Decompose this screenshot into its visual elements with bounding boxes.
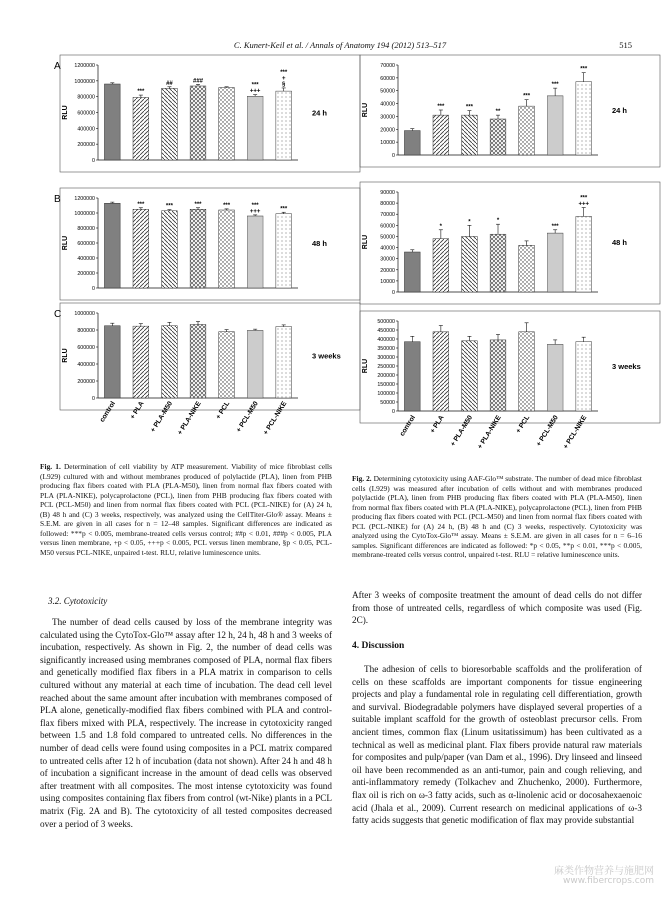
section-3-2-continued [352,589,642,627]
y-tick-label: 200000 [77,271,95,277]
x-category-label: control [98,400,117,424]
figure-2-chart [340,55,640,465]
bar [162,326,178,398]
bar [404,131,420,155]
significance-mark: *** [523,93,531,100]
y-tick-label: 1000000 [74,211,95,217]
y-tick-label: 50000 [380,234,395,241]
significance-mark: *** [280,206,288,213]
bar [519,332,535,411]
significance-mark: +++ [249,208,261,215]
x-category-label: + PCL [215,400,232,421]
bar [490,340,506,411]
bar [247,330,263,398]
y-tick-label: 70000 [380,212,395,219]
significance-mark: *** [137,89,145,96]
x-category-label: + PCL-M50 [535,414,560,448]
y-tick-label: 800000 [77,328,95,334]
section-3-2-paragraph-1: The number of dead cells caused by loss of the membrane integrity was calculated using the CytoTox-Glo™ assay after 12 h, 24 h, 48 h and 3 weeks of incubation, respectively. As shown in Fig. 2, the number of dead cells was significantly increased using membranes composed of PLA, normal flax fibers and genetically modified flax fibers in a PLA matrix in comparison to cells cultured without any material at each time of incubation. The dead cell level reached about the same amount after incubation with membranes composed of PLA alone, genetically-modified flax fibers combined with PLA and control-flax fibers mixed with PLA, respectively. The increase in cytotoxicity ranged between 1.5 and 1.8 fold compared to untreated cells. No differences in the number of dead cells were found using composites in a PCL matrix compared to untreated cells after 12 h of incubation (data not shown). After 24 h and 48 h of incubation a significant increase in the amount of dead cells was observed after treatment with all composites. The most intense cytotoxicity was found using composites containing flax fibers from control (wt-Nike) plants in a PCL matrix (Fig. 2A and B). The cytotoxicity of all tested composites decreased over a period of 3 weeks. [40,617,332,829]
bar [247,96,263,160]
y-tick-label: 30000 [380,114,395,121]
x-category-label: + PCL-NIKE [262,400,289,437]
y-tick-label: 400000 [77,126,95,133]
y-tick-label: 300000 [377,355,395,361]
time-label: 3 weeks [312,351,341,361]
watermark-line-2: www.fibercrops.com [563,876,654,886]
significance-mark: * [439,223,443,230]
x-category-label: + PLA-NIKE [176,400,203,437]
section-4-heading: 4. Discussion [352,641,405,651]
section-3-2-paragraph-2: After 3 weeks of composite treatment the amount of dead cells do not differ from those of untreated cells, regardless of which composite was used (Fig. 2C). [352,590,642,626]
significance-mark: *** [194,201,202,208]
significance-mark: ## [166,80,173,87]
time-label: 48 h [612,238,628,247]
significance-mark: *** [437,104,445,110]
bar [404,252,420,292]
significance-mark: *** [251,82,259,89]
significance-mark: ### [192,78,204,85]
bar [219,332,235,398]
bar [547,96,563,155]
y-axis-label: RLU [362,234,369,250]
bar [547,344,563,411]
figure-1-panel-2 [54,303,360,410]
figure-2-panel-0 [360,55,660,167]
y-tick-label: 40000 [380,101,395,108]
bar [162,211,178,288]
bar [190,324,206,398]
y-tick-label: 200000 [377,373,395,379]
watermark-line-1: 麻类作物营养与施肥网 [554,866,654,877]
significance-mark: *** [280,69,288,76]
x-category-label: + PLA-NIKE [476,414,503,451]
y-tick-label: 1200000 [74,196,95,202]
significance-mark: *** [251,202,259,209]
time-label: 24 h [612,106,628,115]
bar [547,233,563,292]
bar [219,210,235,288]
significance-mark: ** [495,109,501,116]
y-tick-label: 0 [392,290,395,296]
bar [576,216,592,292]
y-tick-label: 1000000 [74,78,95,85]
y-tick-label: 200000 [77,142,95,149]
y-tick-label: 1200000 [74,63,95,69]
y-tick-label: 40000 [380,245,395,252]
significance-mark: + [281,75,286,82]
bar [276,327,292,398]
y-axis-label: RLU [62,348,69,363]
bar [247,216,263,288]
x-category-label: control [398,414,417,438]
panel-label: B [54,194,61,205]
bar [433,332,449,411]
bar [190,209,206,288]
significance-mark: * [496,218,500,225]
x-category-label: + PCL-M50 [235,400,260,434]
figure-2 [340,55,640,465]
significance-mark: +++ [249,88,261,95]
bar [104,84,120,160]
bar [133,326,149,398]
y-tick-label: 800000 [77,94,95,101]
figure-1-chart [40,55,341,455]
x-category-label: + PLA-M50 [449,414,475,448]
y-axis-label: RLU [62,105,69,120]
bar [433,239,449,292]
y-tick-label: 150000 [377,382,395,388]
section-3-2-body [40,616,332,830]
y-tick-label: 600000 [77,345,95,351]
significance-mark: *** [580,66,588,73]
significance-mark: § [282,81,286,88]
y-tick-label: 90000 [380,190,395,196]
bar [490,234,506,292]
figure-2-panel-2 [360,311,660,423]
significance-mark: *** [223,202,231,209]
time-label: 48 h [312,239,328,248]
y-tick-label: 20000 [380,267,395,274]
y-tick-label: 500000 [377,319,395,325]
y-tick-label: 0 [92,286,95,292]
bar [576,342,592,411]
figure-2-panel-1 [360,182,660,304]
bar [404,342,420,411]
y-axis-label: RLU [362,358,369,374]
significance-mark: * [468,219,471,226]
section-3-2-heading: 3.2. Cytotoxicity [48,596,108,606]
bar [462,341,478,411]
time-label: 24 h [312,108,328,118]
x-category-label: + PCL [515,414,532,435]
bar [462,115,478,155]
figure-1-caption-text: Determination of cell viability by ATP measurement. Viability of mice fibroblast cells (L929) cultured with and without membranes produced of polylactide (PLA), linen from PHB producing flax fibers coated with PLA (PLA-M50), linen from normal flax fibers coated with PLA (PLA-NIKE), polycaprolactone (PCL), linen from PHB producing flax fibers coated with PCL (PCL-M50) and linen from normal flax fibers coated with PCL (PCL-NIKE) for (A) 24 h, (B) 48 h and (C) 3 weeks, respectively, was analyzed using the CellTiter-Glo® assay. Means ± S.E.M. are given in all cases for n = 12–48 samples. Significant differences are indicated as followed: ***p < 0.005, membrane-treated cells versus control; ##p < 0.01, ###p < 0.005, PLA versus linen membrane, +p < 0.05, +++p < 0.005, PCL versus linen membrane, §p < 0.05, PCL-M50 versus PCL-NIKE, unpaired t-test. RLU, relative luminescence units. [40,462,332,557]
y-tick-label: 800000 [77,226,95,232]
running-header: C. Kunert-Keil et al. / Annals of Anatomy 194 (2012) 513–517 [233,40,447,50]
y-tick-label: 600000 [77,241,95,247]
y-axis-label: RLU [362,102,369,118]
x-category-label: + PLA [429,414,446,435]
y-axis-label: RLU [62,235,69,251]
figure-1-caption [40,462,332,557]
time-label: 3 weeks [612,362,641,371]
y-tick-label: 60000 [380,223,395,230]
significance-mark: +++ [578,201,589,208]
bar [576,82,592,155]
significance-mark: *** [465,104,473,111]
significance-mark: *** [580,195,588,202]
y-tick-label: 250000 [377,364,395,370]
y-tick-label: 20000 [380,127,395,134]
y-tick-label: 400000 [77,256,95,262]
y-tick-label: 70000 [380,63,395,69]
bar [490,119,506,155]
y-tick-label: 10000 [380,278,395,285]
figure-1-panel-0 [54,55,360,172]
figure-1-caption-label: Fig. 1. [40,462,61,471]
x-category-label: + PCL-NIKE [562,414,589,451]
y-tick-label: 0 [92,158,95,164]
y-tick-label: 80000 [380,201,395,208]
y-tick-label: 50000 [380,400,395,406]
bar [104,326,120,398]
y-tick-label: 0 [392,153,395,159]
figure-2-caption-label: Fig. 2. [352,474,372,483]
y-tick-label: 50000 [380,88,395,95]
y-tick-label: 350000 [377,346,395,352]
y-tick-label: 30000 [380,256,395,263]
panel-label: C [54,309,62,320]
figure-1 [40,55,341,455]
bar [519,245,535,292]
bar [433,115,449,155]
y-tick-label: 1000000 [74,311,95,317]
page-number: 515 [619,40,632,50]
y-tick-label: 600000 [77,110,95,117]
y-tick-label: 400000 [77,362,95,368]
bar [104,203,120,288]
figure-2-caption [352,474,642,560]
significance-mark: *** [137,201,145,208]
significance-mark: *** [551,82,559,89]
y-tick-label: 10000 [380,140,395,147]
y-tick-label: 60000 [380,75,395,82]
y-tick-label: 400000 [377,337,395,343]
y-tick-label: 0 [392,409,395,415]
figure-2-caption-text: Determining cytotoxicity using AAF-Glo™ substrate. The number of dead mice fibroblast cells (L929) was measured after incubation of cells without and with membranes produced polylactide (PLA), linen from PHB producing flax fibers coated with PLA (PLA-M50), linen from normal flax fibers coated with PLA (PLA-NIKE), polycaprolactone (PCL), linen from PHB producing flax fibers coated with PCL (PCL-M50) and linen from normal flax fibers coated with PCL (PCL-NIKE) for (A) 24 h, (B) 48 h and (C) 3 weeks, respectively. Cytotoxicity was analyzed using the CytoTox-Glo™ assay. Means ± S.E.M. are given in all cases for n = 6–16 samples. Significant differences are indicated as followed: *p < 0.05, **p < 0.01, ***p < 0.005, membrane-treated cells versus control, unpaired t-test. RLU = relative luminescence units. [352,474,642,559]
significance-mark: *** [551,223,559,230]
bar [276,214,292,288]
panel-label: A [54,61,61,72]
bar [519,106,535,155]
bar [462,236,478,292]
x-category-label: + PLA [129,400,146,421]
significance-mark: *** [165,203,173,210]
y-tick-label: 0 [92,396,95,402]
y-tick-label: 450000 [377,328,395,334]
bar [133,209,149,288]
bar [133,97,149,160]
y-tick-label: 100000 [377,391,395,397]
section-4-paragraph-1: The adhesion of cells to bioresorbable scaffolds and the proliferation of cells on these scaffolds are important components for tissue engineering projects and play a fundamental role in regulating cell differentiation, growth and survival. Biodegradable polymers have displayed several properties of a suitable implant scaffold for the growth of osteoblast precursor cells. From ancient times, common flax (Linum usitatissimum) has been cultivated as a technical as well as medicinal plant. Flax fibers provide natural raw materials for composites and pulp/paper (van Dam et al., 1996). Dry linseed and linseed oil have been recommended as an anti-tumor, pain and cough relieving, and anti-inflammatory remedy (Tolkachev and Zhuchenko, 2000). Furthermore, flax oil is rich on ω-3 fatty acids, such as α-linolenic acid or docosahexaenoic acid (Jhala et al., 2009). Current research on medicinal applications of ω-3 fatty acids suggests that genetic modification of flax may provide substantial [352,664,642,826]
figure-1-panel-1 [54,188,360,300]
section-4-body [352,663,642,827]
bar [219,88,235,160]
bar [190,86,206,160]
bar [162,88,178,160]
x-category-label: + PLA-M50 [149,400,175,434]
y-tick-label: 200000 [77,379,95,385]
bar [276,91,292,160]
